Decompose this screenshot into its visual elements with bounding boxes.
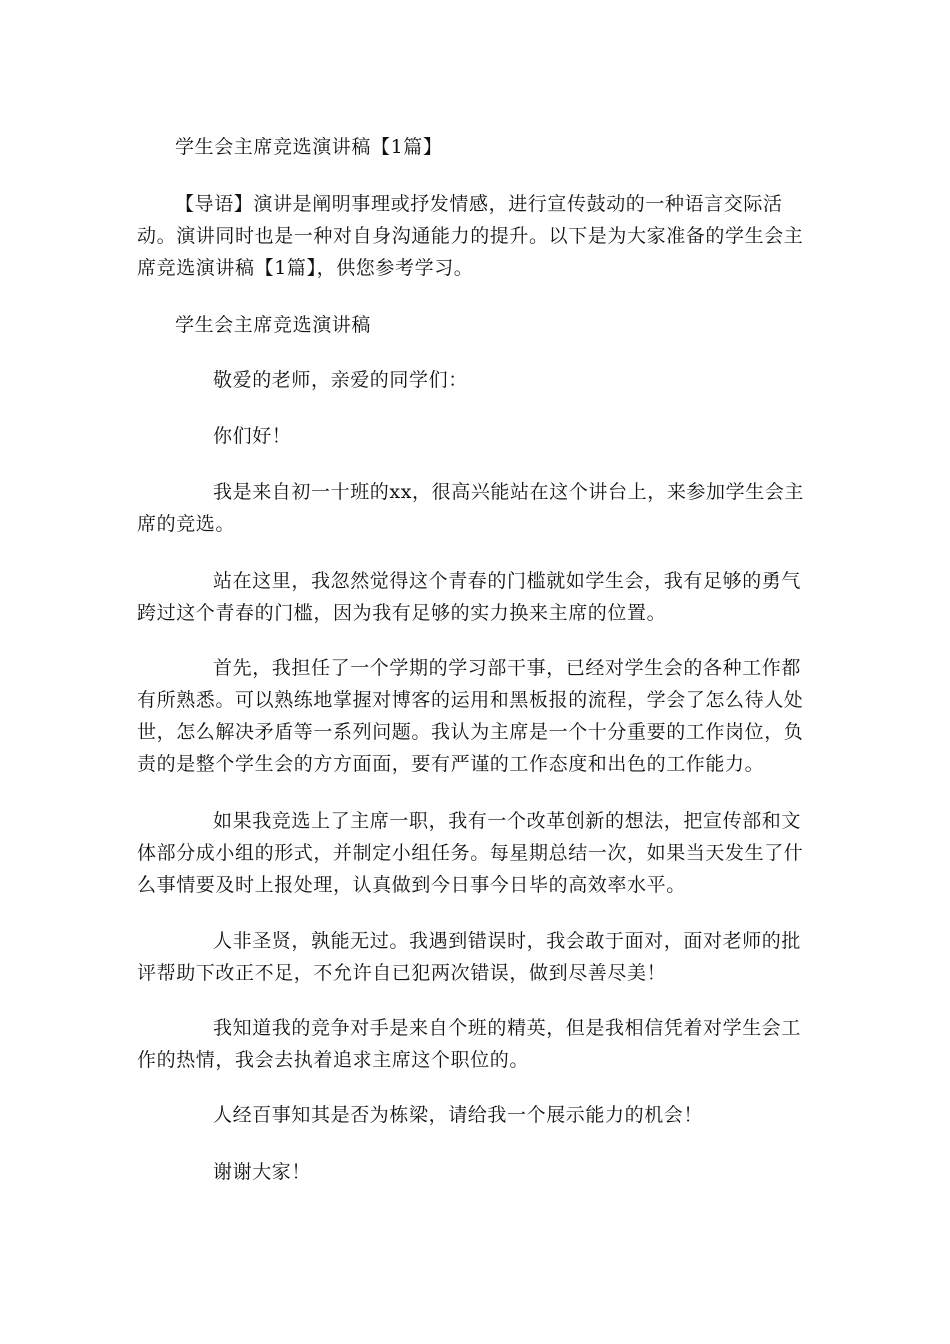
greeting: 你们好！	[213, 425, 292, 447]
speech-subtitle: 学生会主席竞选演讲稿	[175, 314, 372, 336]
closing: 谢谢大家！	[213, 1161, 312, 1183]
body-paragraph: 如果我竞选上了主席一职，我有一个改革创新的想法，把宣传部和文体部分成小组的形式，并制定小组任务。每星期总结一次，如果当天发生了什么事情要及时上报处理，认真做到今日事今日毕的高效率水平。	[137, 810, 804, 896]
document-title: 学生会主席竞选演讲稿【1篇】	[175, 136, 443, 158]
intro-paragraph: 【导语】演讲是阐明事理或抒发情感，进行宣传鼓动的一种语言交际活动。演讲同时也是一种对自身沟通能力的提升。以下是为大家准备的学生会主席竞选演讲稿【1篇】，供您参考学习。	[137, 193, 804, 279]
body-paragraph: 站在这里，我忽然觉得这个青春的门槛就如学生会，我有足够的勇气跨过这个青春的门槛，因为我有足够的实力换来主席的位置。	[137, 570, 802, 624]
body-paragraph: 我是来自初一十班的xx，很高兴能站在这个讲台上，来参加学生会主席的竞选。	[137, 481, 805, 535]
body-paragraph: 人非圣贤，孰能无过。我遇到错误时，我会敢于面对，面对老师的批评帮助下改正不足，不允许自已犯两次错误，做到尽善尽美！	[137, 930, 802, 984]
salutation: 敬爱的老师，亲爱的同学们：	[213, 369, 468, 391]
body-paragraph: 我知道我的竞争对手是来自个班的精英，但是我相信凭着对学生会工作的热情，我会去执着追求主席这个职位的。	[137, 1017, 802, 1071]
body-paragraph: 首先，我担任了一个学期的学习部干事，已经对学生会的各种工作都有所熟悉。可以熟练地掌握对博客的运用和黑板报的流程，学会了怎么待人处世，怎么解决矛盾等一系列问题。我认为主席是一个十分重要的工作岗位，负责的是整个学生会的方方面面，要有严谨的工作态度和出色的工作能力。	[137, 657, 804, 775]
body-paragraph: 人经百事知其是否为栋梁，请给我一个展示能力的机会！	[213, 1104, 704, 1126]
